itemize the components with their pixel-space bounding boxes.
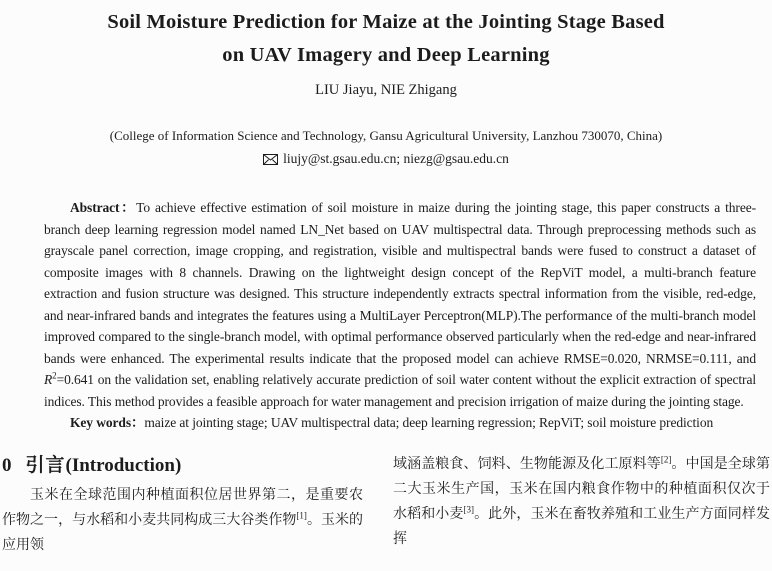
left-column (2, 452, 363, 558)
intro-section (2, 452, 770, 558)
citation-ref-3: [3] (463, 503, 474, 514)
citation-ref-1: [1] (296, 509, 307, 520)
intro-right-text-3: 。此外，玉米在畜牧养殖和工业生产方面同样发挥 (393, 506, 771, 547)
abstract-text-part2: =0.641 on the validation set, enabling relatively accurate prediction of soil water content without the explicit extraction of spectral indices. This method provides a feasible approach for water management and precision irrigation of maize during the jointing stage. (44, 372, 756, 409)
r-symbol-exponent: 2 (52, 370, 57, 381)
affiliation-line: (College of Information Science and Technology, Gansu Agricultural University, Lanzhou 730070, China) (109, 128, 663, 143)
email-text: liujy@st.gsau.edu.cn; niezg@gsau.edu.cn (283, 151, 509, 166)
email-line (0, 150, 772, 168)
abstract-paragraph (44, 197, 756, 412)
abstract-block (44, 197, 756, 434)
r-symbol-base: R (44, 372, 53, 387)
intro-paragraph-right (393, 452, 770, 552)
section-title-en: (Introduction) (65, 454, 182, 476)
section-heading-introduction (2, 452, 363, 479)
keywords-colon: ： (130, 415, 145, 430)
authors-line: LIU Jiayu, NIE Zhigang (315, 82, 457, 98)
intro-paragraph-left (2, 483, 363, 558)
abstract-label: Abstract (70, 200, 120, 215)
intro-right-text-2: 。中国是全球第二大玉米生产国，玉米在国内粮食作物中的种植面积仅次于水稻和小麦 (393, 456, 771, 522)
keywords-line (44, 412, 756, 434)
r-squared-symbol (44, 372, 57, 387)
paper-title (30, 6, 742, 72)
section-title-zh: 引言 (25, 454, 66, 476)
intro-left-text-1: 玉米在全球范围内种植面积位居世界第二，是重要农作物之一，与水稻和小麦共同构成三大谷类作物 (2, 487, 363, 528)
right-column (393, 452, 770, 558)
paper-title-line-2: on UAV Imagery and Deep Learning (222, 44, 550, 66)
keywords-label: Key words (70, 415, 131, 430)
keywords-text: maize at jointing stage; UAV multispectral data; deep learning regression; RepViT; soil moisture prediction (144, 415, 714, 430)
abstract-text-part1: To achieve effective estimation of soil moisture in maize during the jointing stage, this paper constructs a three-branch deep learning regression model named LN_Net based on UAV multispectral data. Through preprocessing methods such as grayscale panel correction, image cropping, and registration, visible and multispectral bands were fused to construct a dataset of composite images with 8 channels. Drawing on the lightweight design concept of the RepViT model, a multi-branch feature extraction and fusion structure was designed. This structure independently extracts spectral information from the visible, red-edge, and near-infrared bands and integrates the features using a MultiLayer Perceptron(MLP).The performance of the multi-branch model improved compared to the single-branch model, with optimal performance observed particularly when the red-edge and near-infrared bands were enhanced. The experimental results indicate that the proposed model can achieve RMSE=0.020, NRMSE=0.111, and (44, 200, 757, 366)
paper-title-line-1: Soil Moisture Prediction for Maize at the Jointing Stage Based (107, 11, 665, 33)
intro-left-text-2: 。玉米的应用领 (2, 512, 364, 553)
abstract-colon: ： (119, 200, 137, 215)
envelope-icon (263, 154, 278, 165)
intro-right-text-1: 域涵盖粮食、饲料、生物能源及化工原料等 (393, 456, 661, 472)
section-number: 0 (2, 454, 12, 476)
citation-ref-2: [2] (660, 453, 672, 464)
